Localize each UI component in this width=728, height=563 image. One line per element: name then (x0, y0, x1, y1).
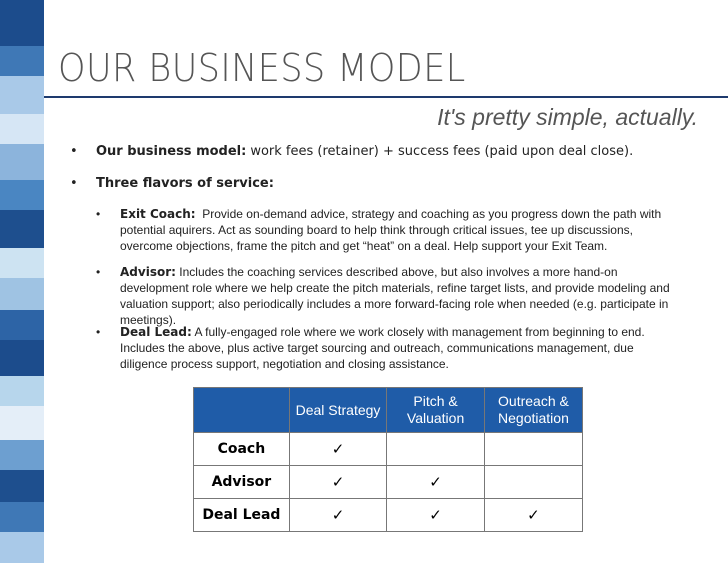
bullet-label: Three flavors of service: (96, 176, 274, 191)
bullet-dot: • (96, 325, 101, 339)
service-label: Deal Lead: (120, 325, 192, 339)
check-cell: ✓ (289, 499, 386, 532)
check-cell: ✓ (484, 499, 582, 532)
bullet-label: Our business model: (96, 144, 247, 159)
table-row (194, 499, 583, 532)
row-label-deal-lead: Deal Lead (194, 499, 290, 532)
slide-subtitle: It's pretty simple, actually. (437, 104, 698, 130)
slide-title: OUR BUSINESS MODEL (58, 46, 466, 90)
table-header-deal-strategy: Deal Strategy (289, 388, 386, 433)
row-label-advisor: Advisor (194, 466, 290, 499)
table-row (194, 466, 583, 499)
table-header-outreach-negotiation: Outreach & Negotiation (484, 388, 582, 433)
check-cell (387, 433, 485, 466)
check-cell: ✓ (387, 499, 485, 532)
check-cell: ✓ (387, 466, 485, 499)
table-header-corner (194, 388, 290, 433)
service-label: Exit Coach: (120, 207, 196, 221)
table-header-pitch-valuation: Pitch & Valuation (387, 388, 485, 433)
bullet-dot: • (96, 265, 101, 279)
check-cell: ✓ (289, 433, 386, 466)
service-description: Includes the coaching services described above, but also involves a more hand-on development role where we help create the pitch materials, refine target lists, and provide modeling and valuation support; also periodically includes a more forward-facing role when needed (e.g. participate in meetings). (120, 265, 670, 327)
service-matrix-table (193, 387, 583, 532)
check-cell (484, 433, 582, 466)
bullet-dot: • (96, 207, 101, 221)
decorative-stripe (0, 0, 44, 563)
title-divider (44, 96, 728, 98)
service-description: A fully-engaged role where we work closely with management from beginning to end. Includes the above, plus active target sourcing and outreach, communications management, due diligence process support, negotiation and closing assistance. (120, 325, 645, 371)
row-label-coach: Coach (194, 433, 290, 466)
check-cell: ✓ (289, 466, 386, 499)
service-label: Advisor: (120, 265, 176, 279)
service-description: Provide on-demand advice, strategy and coaching as you progress down the path with potential aquirers. Act as sounding board to help think through critical issues, tee up discussions, overcome objections, frame the pitch and get “heat” on a deal. Help support your Exit Team. (120, 207, 662, 253)
table-header-row (194, 388, 583, 433)
table-row (194, 433, 583, 466)
bullet-dot: • (70, 144, 78, 159)
bullet-text: work fees (retainer) + success fees (paid upon deal close). (250, 144, 634, 159)
check-cell (484, 466, 582, 499)
bullet-dot: • (70, 176, 78, 191)
